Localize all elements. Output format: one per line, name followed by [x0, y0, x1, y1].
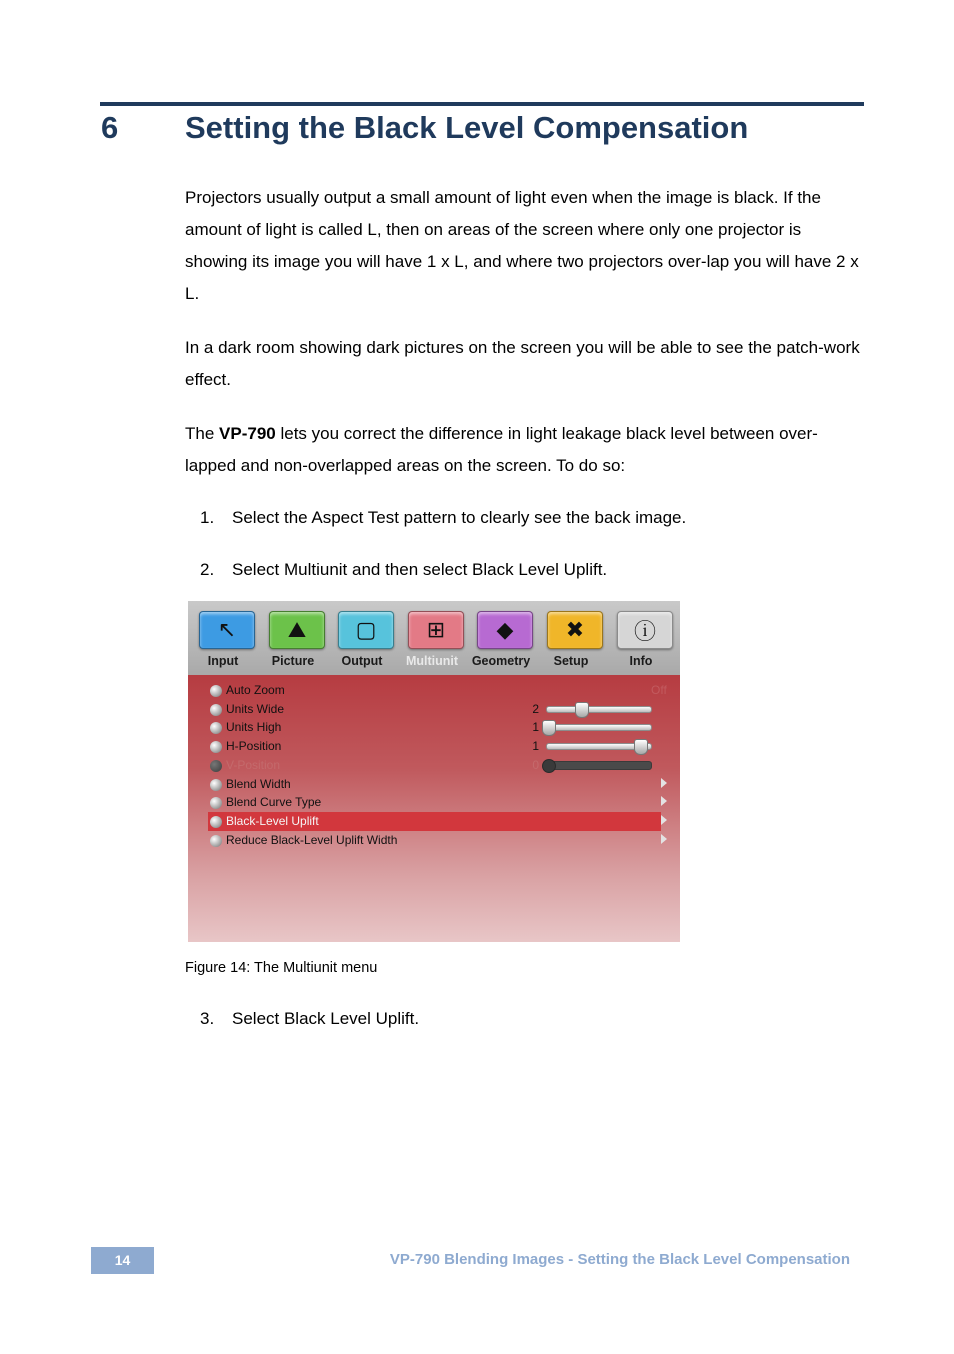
paragraph-dark-room: In a dark room showing dark pictures on the screen you will be able to see the patch-work effect. [185, 338, 860, 389]
step-1-number: 1. [200, 508, 215, 527]
tab-label: Picture [271, 654, 315, 668]
auto-zoom-value: Off [651, 683, 667, 697]
slider-track[interactable] [546, 706, 652, 713]
tab-label: Info [629, 654, 653, 668]
tab-input[interactable] [188, 601, 258, 675]
chapter-title: Setting the Black Level Compensation [185, 110, 749, 145]
slider-value: 1 [532, 720, 539, 735]
paragraph-vp790-before: The [185, 424, 220, 443]
bullet-icon [210, 779, 222, 791]
chapter-number: 6 [101, 110, 119, 145]
slider-knob[interactable] [542, 759, 556, 773]
setup-tools-icon: ✖ [547, 611, 603, 649]
menu-item[interactable] [188, 718, 680, 737]
slider-track[interactable] [546, 761, 652, 770]
submenu-arrow-icon [661, 778, 667, 788]
menu-item[interactable] [188, 831, 680, 850]
product-name: VP-790 [219, 424, 276, 443]
bullet-icon [210, 835, 222, 847]
chapter-rule [100, 102, 864, 106]
slider-value: 2 [532, 701, 539, 716]
paragraph-vp790 [185, 418, 865, 482]
info-icon: ⓘ [617, 611, 673, 649]
slider-knob[interactable] [634, 739, 648, 755]
bullet-icon [210, 760, 222, 772]
menu-tab-bar [188, 601, 680, 675]
menu-item-label: Units Wide [226, 701, 285, 716]
menu-item-label: V-Position [226, 757, 281, 772]
menu-item-label: Units High [226, 720, 282, 735]
step-3-text: Select Black Level Uplift. [232, 1009, 420, 1028]
tab-output[interactable] [327, 601, 397, 675]
step-1-text: Select the Aspect Test pattern to clearly see the back image. [232, 508, 687, 527]
slider-track[interactable] [546, 724, 652, 731]
tab-info[interactable] [606, 601, 676, 675]
submenu-arrow-icon [661, 815, 667, 825]
menu-item [188, 756, 680, 775]
multiunit-grid-icon: ⊞ [408, 611, 464, 649]
slider-knob[interactable] [575, 702, 589, 718]
footer-title: VP-790 Blending Images - Setting the Black Level Compensation [389, 1251, 850, 1268]
figure-caption: Figure 14: The Multiunit menu [185, 960, 378, 976]
bullet-icon [210, 797, 222, 809]
tab-label: Input [207, 654, 239, 668]
page-number: 14 [91, 1247, 154, 1274]
bullet-icon [210, 685, 222, 697]
slider-value: 1 [532, 739, 539, 754]
menu-item-label: Blend Width [226, 776, 291, 791]
step-2-text: Select Multiunit and then select Black Level Uplift. [232, 560, 608, 579]
slider-value: 0 [532, 757, 539, 772]
tab-setup[interactable] [536, 601, 606, 675]
menu-item-label: Auto Zoom [226, 683, 285, 697]
bullet-icon [210, 816, 222, 828]
geometry-icon: ◆ [477, 611, 533, 649]
menu-item-label: Black-Level Uplift [226, 813, 319, 828]
tab-label: Setup [553, 654, 589, 668]
bullet-icon [210, 704, 222, 716]
step-3-number: 3. [200, 1009, 215, 1028]
menu-body [188, 675, 680, 942]
menu-item[interactable] [188, 700, 680, 719]
tab-label: Geometry [471, 654, 531, 668]
step-2-number: 2. [200, 560, 215, 579]
submenu-arrow-icon [661, 796, 667, 806]
tab-label: Output [341, 654, 383, 668]
step-2 [200, 559, 607, 581]
paragraph-light-leakage: Projectors usually output a small amount of light even when the image is black. If the amount of light is called L, then on areas of the screen where only one projector is showing its image you will have 1 x L, and where two projectors over-lap you will have 2 x L. [185, 188, 859, 303]
menu-item[interactable] [188, 812, 680, 831]
menu-item-label: Blend Curve Type [226, 795, 322, 810]
menu-item[interactable] [188, 681, 680, 700]
menu-item[interactable] [188, 793, 680, 812]
paragraph-vp790-after: lets you correct the difference in light leakage black level between over-lapped and non-overlapped areas on the screen. To do so: [185, 424, 818, 475]
submenu-arrow-icon [661, 834, 667, 844]
slider-knob[interactable] [542, 720, 556, 736]
menu-item[interactable] [188, 737, 680, 756]
multiunit-menu-screenshot [188, 601, 680, 942]
picture-icon: ⛰ [269, 611, 325, 649]
input-cursor-icon: ↖ [199, 611, 255, 649]
menu-item-label: Reduce Black-Level Uplift Width [226, 832, 398, 847]
tab-multiunit[interactable] [397, 601, 467, 675]
menu-item-label: H-Position [226, 739, 282, 754]
step-3 [200, 1008, 419, 1030]
tab-geometry[interactable] [466, 601, 536, 675]
bullet-icon [210, 722, 222, 734]
output-monitor-icon: ▢ [338, 611, 394, 649]
tab-label: Multiunit [405, 654, 459, 668]
bullet-icon [210, 741, 222, 753]
menu-item[interactable] [188, 775, 680, 794]
step-1 [200, 507, 686, 529]
tab-picture[interactable] [258, 601, 328, 675]
